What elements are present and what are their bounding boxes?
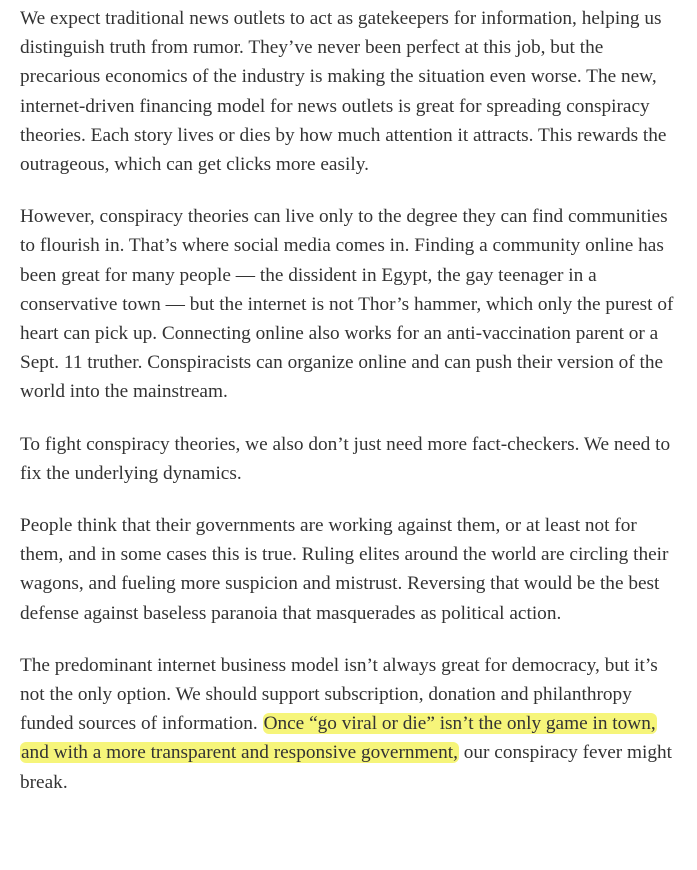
article-body bbox=[20, 4, 680, 820]
paragraph-text-after-highlight: our conspiracy fever might break. bbox=[20, 742, 673, 793]
paragraph-governments: People think that their governments are working against them, or at least not for them, and in some cases this is true. Ruling elites around the world are circling their wagons, and fueling more suspicion and mistrust. Reversing that would be the best defense against baseless paranoia that masquerades as political action. bbox=[20, 515, 669, 624]
paragraph-communities: However, conspiracy theories can live only to the degree they can find communities to flourish in. That’s where social media comes in. Finding a community online has been great for many people — the dissident in Egypt, the gay teenager in a conservative town — but the internet is not Thor’s hammer, which only the purest of heart can pick up. Connecting online also works for an anti-vaccination parent or a Sept. 11 truther. Conspiracists can organize online and can push their version of the world into the mainstream. bbox=[20, 206, 674, 403]
highlighted-passage: Once “go viral or die” isn’t the only game in town, and with a more transparent and responsive government, bbox=[21, 713, 656, 764]
paragraph-text-before-highlight: The predominant internet business model isn’t always great for democracy, but it’s not the only option. We should support subscription, donation and philanthropy funded sources of information. bbox=[20, 654, 658, 735]
paragraph-business-model bbox=[20, 651, 680, 797]
paragraph-fact-checkers: To fight conspiracy theories, we also don’t just need more fact-checkers. We need to fix the underlying dynamics. bbox=[20, 433, 671, 484]
paragraph-gatekeepers: We expect traditional news outlets to act as gatekeepers for information, helping us distinguish truth from rumor. They’ve never been perfect at this job, but the precarious economics of the industry is making the situation even worse. The new, internet-driven financing model for news outlets is great for spreading conspiracy theories. Each story lives or dies by how much attention it attracts. This rewards the outrageous, which can get clicks more easily. bbox=[20, 8, 667, 176]
